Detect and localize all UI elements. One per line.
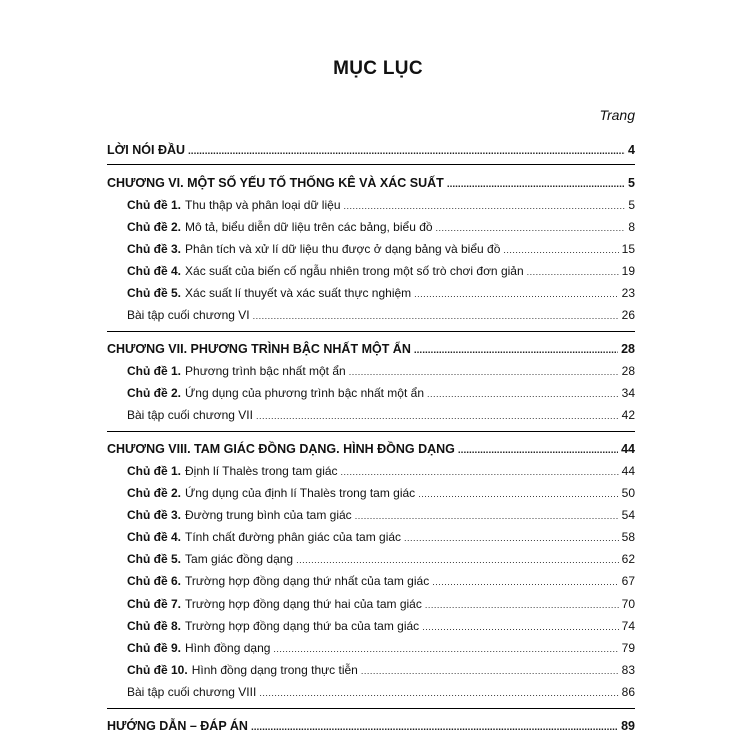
dot-leader bbox=[404, 533, 619, 543]
dot-leader bbox=[251, 722, 618, 733]
toc-entry-topic[interactable] bbox=[0, 552, 756, 570]
toc-page-number: 83 bbox=[621, 663, 635, 677]
toc-entry-topic[interactable] bbox=[0, 663, 756, 681]
toc-entry-topic[interactable] bbox=[0, 464, 756, 482]
toc-entry-label: Bài tập cuối chương VIII bbox=[127, 685, 257, 699]
toc-page-number: 70 bbox=[621, 597, 635, 611]
toc-page-number: 28 bbox=[621, 342, 635, 356]
toc-entry-exercises[interactable] bbox=[0, 408, 756, 426]
topic-prefix: Chủ đề 4. bbox=[127, 530, 182, 544]
topic-title: Đường trung bình của tam giác bbox=[185, 508, 352, 522]
toc-entry-topic[interactable] bbox=[0, 220, 756, 238]
dot-leader bbox=[253, 311, 619, 321]
dot-leader bbox=[425, 600, 619, 610]
topic-title: Phương trình bậc nhất một ẩn bbox=[185, 364, 346, 378]
dot-leader bbox=[422, 622, 618, 632]
section-divider bbox=[107, 431, 635, 432]
topic-title: Xác suất của biến cố ngẫu nhiên trong một số trò chơi đơn giản bbox=[185, 264, 524, 278]
dot-leader bbox=[259, 688, 618, 698]
topic-title: Hình đồng dạng trong thực tiễn bbox=[191, 663, 358, 677]
topic-prefix: Chủ đề 9. bbox=[127, 641, 182, 655]
dot-leader bbox=[458, 445, 618, 456]
topic-prefix: Chủ đề 4. bbox=[127, 264, 182, 278]
topic-prefix: Chủ đề 10. bbox=[127, 663, 188, 677]
toc-page-number: 26 bbox=[621, 308, 635, 322]
toc-entry-topic[interactable] bbox=[0, 286, 756, 304]
topic-title: Thu thập và phân loại dữ liệu bbox=[185, 198, 341, 212]
topic-title: Định lí Thalès trong tam giác bbox=[185, 464, 338, 478]
toc-page-number: 74 bbox=[621, 619, 635, 633]
topic-prefix: Chủ đề 2. bbox=[127, 386, 182, 400]
toc-entry-label: CHƯƠNG VIII. TAM GIÁC ĐỒNG DẠNG. HÌNH ĐỒNG DẠNG bbox=[107, 442, 455, 456]
toc-entry-answers[interactable] bbox=[0, 719, 756, 737]
toc-entry-topic[interactable] bbox=[0, 198, 756, 216]
dot-leader bbox=[344, 201, 626, 211]
toc-page-number: 79 bbox=[621, 641, 635, 655]
toc-entry-label: HƯỚNG DẪN – ĐÁP ÁN bbox=[107, 719, 248, 733]
toc-page-number: 34 bbox=[621, 386, 635, 400]
toc-page-number: 42 bbox=[621, 408, 635, 422]
toc-page-number: 19 bbox=[621, 264, 635, 278]
toc-page-number: 5 bbox=[628, 176, 635, 190]
toc-page-number: 15 bbox=[621, 242, 635, 256]
dot-leader bbox=[436, 223, 626, 233]
topic-title: Hình đồng dạng bbox=[185, 641, 271, 655]
page-title: MỤC LỤC bbox=[333, 58, 423, 79]
toc-page-number: 28 bbox=[621, 364, 635, 378]
toc-entry-label: Bài tập cuối chương VII bbox=[127, 408, 253, 422]
topic-title: Ứng dụng của định lí Thalès trong tam giác bbox=[185, 486, 416, 500]
toc-entry-topic[interactable] bbox=[0, 641, 756, 659]
dot-leader bbox=[527, 267, 619, 277]
toc-entry-topic[interactable] bbox=[0, 486, 756, 504]
toc-entry-exercises[interactable] bbox=[0, 685, 756, 703]
topic-prefix: Chủ đề 1. bbox=[127, 364, 182, 378]
toc-entry-topic[interactable] bbox=[0, 386, 756, 404]
topic-prefix: Chủ đề 1. bbox=[127, 198, 182, 212]
topic-title: Trường hợp đồng dạng thứ hai của tam giác bbox=[185, 597, 422, 611]
dot-leader bbox=[355, 511, 619, 521]
toc-entry-label: Bài tập cuối chương VI bbox=[127, 308, 250, 322]
topic-title: Mô tả, biểu diễn dữ liệu trên các bảng, biểu đồ bbox=[185, 220, 433, 234]
toc-page-number: 4 bbox=[628, 143, 635, 157]
toc-page-number: 50 bbox=[621, 486, 635, 500]
section-divider bbox=[107, 708, 635, 709]
topic-prefix: Chủ đề 6. bbox=[127, 574, 182, 588]
dot-leader bbox=[427, 389, 619, 399]
toc-entry-topic[interactable] bbox=[0, 597, 756, 615]
topic-prefix: Chủ đề 8. bbox=[127, 619, 182, 633]
toc-entry-chapter-8[interactable] bbox=[0, 442, 756, 460]
dot-leader bbox=[414, 289, 618, 299]
topic-title: Trường hợp đồng dạng thứ nhất của tam giác bbox=[185, 574, 430, 588]
toc-page-number: 54 bbox=[621, 508, 635, 522]
topic-prefix: Chủ đề 7. bbox=[127, 597, 182, 611]
toc-page-number: 86 bbox=[621, 685, 635, 699]
toc-entry-topic[interactable] bbox=[0, 619, 756, 637]
dot-leader bbox=[188, 146, 625, 157]
topic-title: Ứng dụng của phương trình bậc nhất một ẩn bbox=[185, 386, 424, 400]
toc-page-number: 89 bbox=[621, 719, 635, 733]
toc-page-number: 8 bbox=[628, 220, 635, 234]
toc-page-number: 44 bbox=[621, 442, 635, 456]
toc-entry-topic[interactable] bbox=[0, 364, 756, 382]
dot-leader bbox=[296, 555, 619, 565]
toc-entry-label: LỜI NÓI ĐẦU bbox=[107, 143, 186, 157]
dot-leader bbox=[503, 245, 618, 255]
toc-entry-topic[interactable] bbox=[0, 574, 756, 592]
topic-prefix: Chủ đề 3. bbox=[127, 508, 182, 522]
toc-entry-topic[interactable] bbox=[0, 264, 756, 282]
toc-page-number: 5 bbox=[628, 198, 635, 212]
toc-entry-label: CHƯƠNG VI. MỘT SỐ YẾU TỐ THỐNG KÊ VÀ XÁC SUẤT bbox=[107, 176, 444, 190]
topic-prefix: Chủ đề 1. bbox=[127, 464, 182, 478]
topic-prefix: Chủ đề 2. bbox=[127, 486, 182, 500]
toc-page-number: 58 bbox=[621, 530, 635, 544]
topic-title: Trường hợp đồng dạng thứ ba của tam giác bbox=[185, 619, 420, 633]
toc-entry-exercises[interactable] bbox=[0, 308, 756, 326]
page-column-label: Trang bbox=[599, 107, 635, 123]
topic-title: Phân tích và xử lí dữ liệu thu được ở dạng bảng và biểu đồ bbox=[185, 242, 501, 256]
topic-title: Tính chất đường phân giác của tam giác bbox=[185, 530, 402, 544]
topic-title: Xác suất lí thuyết và xác suất thực nghiệm bbox=[185, 286, 412, 300]
dot-leader bbox=[273, 644, 618, 654]
toc-entry-chapter-6[interactable] bbox=[0, 176, 756, 194]
toc-entry-preface[interactable] bbox=[0, 143, 756, 161]
dot-leader bbox=[447, 179, 625, 190]
toc-entry-chapter-7[interactable] bbox=[0, 342, 756, 360]
toc-entry-topic[interactable] bbox=[0, 242, 756, 260]
topic-prefix: Chủ đề 3. bbox=[127, 242, 182, 256]
section-divider bbox=[107, 164, 635, 165]
toc-entry-label: CHƯƠNG VII. PHƯƠNG TRÌNH BẬC NHẤT MỘT ẨN bbox=[107, 342, 411, 356]
toc-entry-topic[interactable] bbox=[0, 530, 756, 548]
dot-leader bbox=[418, 489, 618, 499]
dot-leader bbox=[361, 666, 619, 676]
dot-leader bbox=[414, 345, 618, 356]
topic-title: Tam giác đồng dạng bbox=[185, 552, 294, 566]
topic-prefix: Chủ đề 2. bbox=[127, 220, 182, 234]
dot-leader bbox=[432, 577, 618, 587]
toc-page-number: 44 bbox=[621, 464, 635, 478]
dot-leader bbox=[341, 467, 619, 477]
topic-prefix: Chủ đề 5. bbox=[127, 286, 182, 300]
section-divider bbox=[107, 331, 635, 332]
topic-prefix: Chủ đề 5. bbox=[127, 552, 182, 566]
toc-page-number: 67 bbox=[621, 574, 635, 588]
toc-page-number: 23 bbox=[621, 286, 635, 300]
dot-leader bbox=[256, 411, 619, 421]
toc-page-number: 62 bbox=[621, 552, 635, 566]
toc-entry-topic[interactable] bbox=[0, 508, 756, 526]
dot-leader bbox=[349, 367, 619, 377]
